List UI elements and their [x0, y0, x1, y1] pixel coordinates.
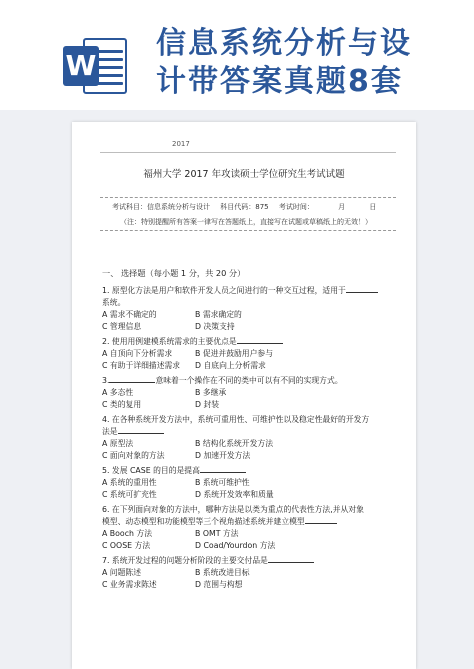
option: D 决策支持	[195, 322, 235, 331]
option: B OMT 方法	[195, 529, 239, 538]
doc-line-icon	[95, 66, 123, 69]
question-3-stem	[102, 375, 343, 386]
exam-subject: 考试科目：信息系统分析与设计	[112, 203, 210, 211]
question-4-stem: 4. 在各种系统开发方法中，系统可重用性、可维护性以及稳定性最好的开发方	[102, 415, 370, 424]
paper-year: 2017	[172, 140, 190, 148]
exam-paper-preview	[72, 122, 416, 669]
dashed-divider	[100, 230, 396, 231]
option: D 自底向上分析需求	[195, 361, 266, 370]
header-divider	[100, 152, 396, 153]
dashed-divider	[100, 197, 396, 198]
answer-blank	[109, 375, 155, 383]
section-heading: 一、 选择题（每小题 1 分，共 20 分）	[102, 268, 246, 278]
option: A 多态性	[102, 388, 134, 397]
option: C 类的复用	[102, 400, 142, 409]
answer-blank	[200, 465, 246, 473]
page-title-line-2: 计带答案真题8套	[156, 64, 403, 99]
word-badge-letter: W	[63, 46, 99, 86]
option: C OOSE 方法	[102, 541, 151, 550]
answer-blank	[346, 285, 378, 293]
exam-code: 科目代码：875	[220, 203, 269, 211]
answer-blank	[268, 555, 314, 563]
question-text: 2. 使用用例建模系统需求的主要优点是	[102, 337, 237, 346]
question-text: 5. 发展 CASE 的目的是提高	[102, 466, 200, 475]
option: A 原型法	[102, 439, 134, 448]
option: B 需求确定的	[195, 310, 242, 319]
option: D Coad/Yourdon 方法	[195, 541, 276, 550]
doc-line-icon	[95, 58, 123, 61]
doc-line-icon	[95, 74, 123, 77]
question-7-stem	[102, 555, 314, 566]
option: D 系统开发效率和质量	[195, 490, 274, 499]
doc-line-icon	[95, 82, 123, 85]
doc-line-icon	[95, 50, 123, 53]
option: C 系统可扩充性	[102, 490, 157, 499]
answer-blank	[237, 336, 283, 344]
question-4-stem-cont	[102, 426, 164, 437]
option: D 封装	[195, 400, 220, 409]
option: B 系统改进目标	[195, 568, 250, 577]
question-text: 意味着一个操作在不同的类中可以有不同的实现方式。	[155, 376, 343, 385]
option: D 范围与构想	[195, 580, 243, 589]
option: B 结构化系统开发方法	[195, 439, 273, 448]
question-text: 法是	[102, 427, 118, 436]
option: C 面向对象的方法	[102, 451, 165, 460]
question-6-stem: 6. 在下列面向对象的方法中，哪种方法是以类为重点的代表性方法,并从对象	[102, 505, 364, 514]
option: C 业务需求陈述	[102, 580, 157, 589]
option: B 多继承	[195, 388, 227, 397]
question-text: 3.	[102, 376, 110, 385]
option: A 自顶向下分析需求	[102, 349, 173, 358]
question-text: 模型、动态模型和功能模型等三个视角描述系统并建立模型	[102, 517, 305, 526]
question-text: 1. 原型化方法是用户和软件开发人员之间进行的一种交互过程，适用于	[102, 286, 346, 295]
question-6-stem-cont	[102, 516, 337, 527]
option: C 有助于详细描述需求	[102, 361, 181, 370]
option: A 系统的重用性	[102, 478, 157, 487]
exam-date-label: 考试时间：	[278, 203, 314, 211]
banner-header	[0, 0, 474, 110]
word-document-icon	[63, 36, 129, 96]
question-1-stem-cont: 系统。	[102, 298, 126, 307]
option: A 问题陈述	[102, 568, 141, 577]
answer-blank	[305, 516, 337, 524]
option: A 需求不确定的	[102, 310, 157, 319]
option: B 系统可维护性	[195, 478, 250, 487]
exam-info	[112, 202, 376, 212]
exam-title: 福州大学 2017 年攻读硕士学位研究生考试试题	[143, 169, 345, 180]
question-2-stem	[102, 336, 283, 347]
question-text: 7. 系统开发过程的问题分析阶段的主要交付品是	[102, 556, 268, 565]
option: B 促进并鼓励用户参与	[195, 349, 273, 358]
option: A Booch 方法	[102, 529, 153, 538]
exam-note: （注：特别提醒所有答案一律写在答题纸上，直接写在试题或草稿纸上的无效！）	[120, 218, 372, 226]
exam-month: 月	[338, 203, 346, 211]
option: D 加速开发方法	[195, 451, 251, 460]
answer-blank	[118, 426, 164, 434]
page-title-line-1: 信息系统分析与设	[156, 26, 412, 61]
option: C 管理信息	[102, 322, 142, 331]
exam-day: 日	[369, 203, 377, 211]
question-1-stem	[102, 285, 378, 296]
question-5-stem	[102, 465, 246, 476]
